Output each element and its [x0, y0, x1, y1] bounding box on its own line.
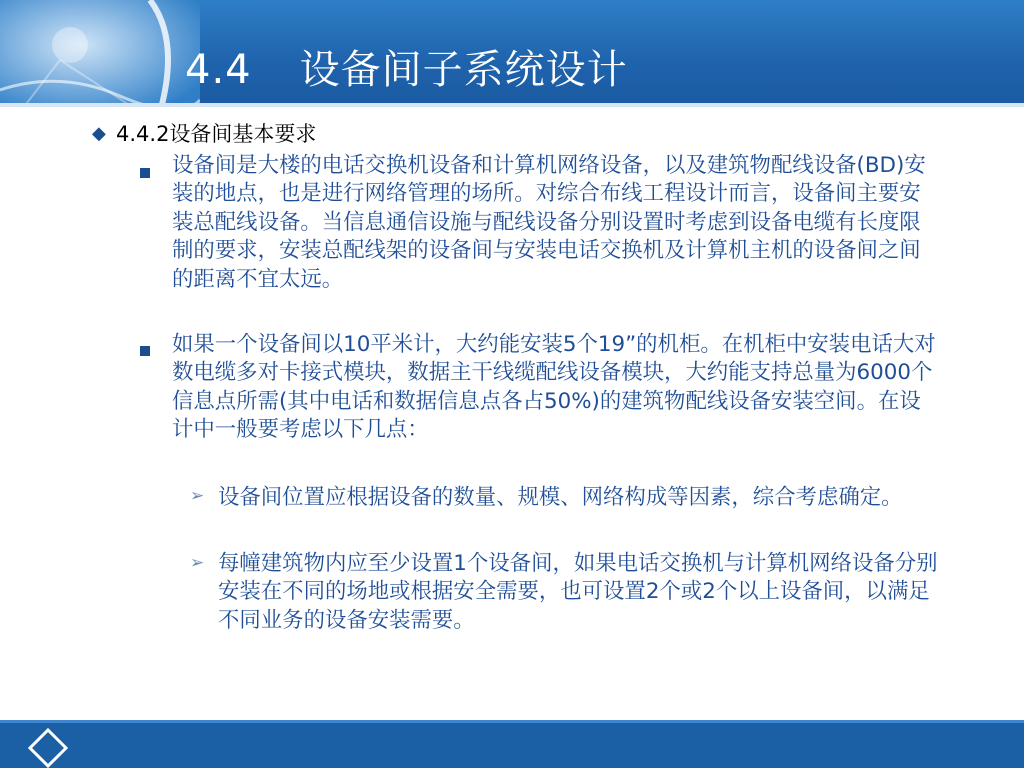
square-bullet-icon [140, 346, 150, 356]
section-heading [92, 118, 316, 148]
diamond-icon: ◆ [92, 122, 106, 144]
diamond-outline-icon [28, 728, 68, 768]
sub-bullet-2: 每幢建筑物内应至少设置1个设备间，如果电话交换机与计算机网络设备分别安装在不同的场地或根据安全需要，也可设置2个或2个以上设备间，以满足不同业务的设备安装需要。 [218, 551, 938, 633]
sub-bullet-1: 设备间位置应根据设备的数量、规模、网络构成等因素，综合考虑确定。 [218, 485, 903, 510]
section-heading-text: 4.4.2设备间基本要求 [116, 122, 317, 146]
footer-highlight [0, 720, 1024, 723]
title-number: 4.4 [185, 47, 252, 93]
footer-bar [0, 720, 1024, 768]
arrow-right-icon: ➢ [190, 486, 205, 506]
page-title [185, 38, 628, 95]
square-bullet-icon [140, 168, 150, 178]
slide-content [0, 112, 1024, 720]
title-banner [0, 0, 1024, 112]
decorative-network-graphic-icon [0, 0, 200, 112]
bullet-paragraph-2: 如果一个设备间以10平米计，大约能安装5个19”的机柜。在机柜中安装电话大对数电缆多对卡接式模块，数据主干线缆配线设备模块，大约能支持总量为6000个信息点所需(其中电话和数据信息点各占50%)的建筑物配线设备安装空间。在设计中一般要考虑以下几点： [172, 332, 936, 443]
bullet-paragraph-1: 设备间是大楼的电话交换机设备和计算机网络设备，以及建筑物配线设备(BD)安装的地点，也是进行网络管理的场所。对综合布线工程设计而言，设备间主要安装总配线设备。当信息通信设施与配线设备分别设置时考虑到设备电缆有长度限制的要求，安装总配线架的设备间与安装电话交换机及计算机主机的设备间之间的距离不宜太远。 [172, 153, 926, 292]
title-text: 设备间子系统设计 [299, 47, 628, 93]
arrow-right-icon: ➢ [190, 553, 205, 573]
